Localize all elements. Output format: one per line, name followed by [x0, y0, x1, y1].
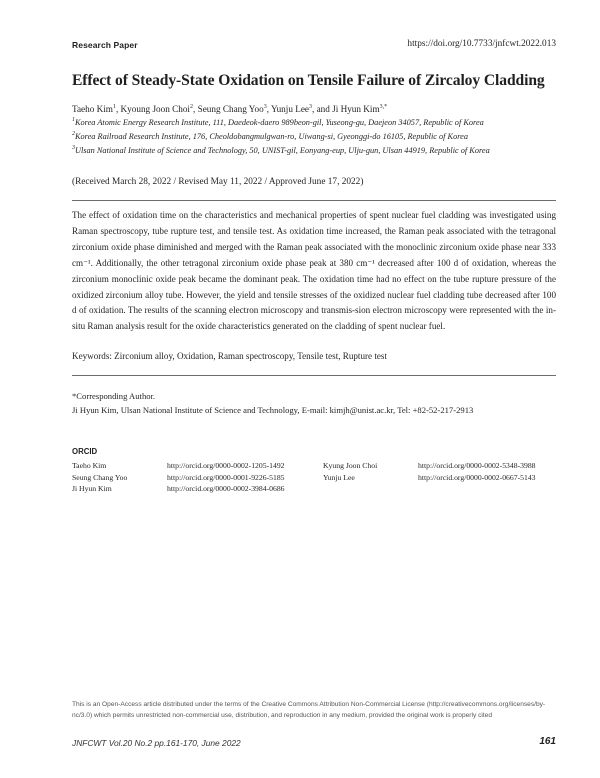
paper-title: Effect of Steady-State Oxidation on Tensile Failure of Zircaloy Cladding	[72, 72, 545, 89]
affiliation-3	[72, 146, 490, 155]
orcid-link[interactable]: http://orcid.org/0000-0002-3984-0686	[167, 484, 285, 494]
page-number: 161	[539, 736, 556, 747]
orcid-link[interactable]: http://orcid.org/0000-0002-1205-1492	[167, 461, 285, 470]
author-list	[72, 104, 387, 114]
author-separator: ,	[192, 104, 198, 114]
affiliation-number: 1	[72, 117, 75, 124]
orcid-author-name: Yunju Lee	[323, 472, 355, 482]
affiliation-1	[72, 118, 484, 127]
journal-citation: JNFCWT Vol.20 No.2 pp.161-170, June 2022	[72, 738, 241, 748]
author-name: Ji Hyun Kim	[332, 104, 380, 114]
divider	[72, 375, 556, 376]
author-separator: , and	[311, 104, 333, 114]
author-separator: ,	[115, 104, 121, 114]
author-separator: ,	[266, 104, 271, 114]
submission-dates: (Received March 28, 2022 / Revised May 11, 2022 / Approved June 17, 2022)	[72, 177, 364, 187]
orcid-author-name: Kyung Joon Choi	[323, 461, 378, 470]
author-affiliation-mark: 1	[112, 103, 116, 110]
affiliation-number: 3	[72, 145, 75, 152]
corresponding-author	[72, 390, 473, 417]
license-notice: This is an Open-Access article distributed under the terms of the Creative Commons Attribution Non-Commercial License (http://creativecommons.org/licenses/by-nc/3.0) which permits unrestricted non-commercial use, distribution, and reproduction in any medium, provided the original work is properly cited	[72, 701, 546, 719]
keywords: Keywords: Zirconium alloy, Oxidation, Raman spectroscopy, Tensile test, Rupture test	[72, 351, 387, 361]
abstract-text: The effect of oxidation time on the characteristics and mechanical properties of spent nuclear fuel cladding was investigated using Raman spectroscopy, tube rupture test, and tensile test. As oxidation time increased, the Raman peak associated with the tetragonal zirconium oxide phase diminished and merged with the Raman peak associated with the monoclinic zirconium oxide phase near 333 cm⁻¹. Additionally, the other tetragonal zirconium oxide phase peak at 380 cm⁻¹ decreased after 100 d of oxidation, whereas the zirconium monoclinic oxide peak became the dominant peak. The oxidation time had no effect on the tube rupture pressure of the oxidized zirconium alloy tube. However, the yield and tensile stresses of the oxidized nuclear fuel cladding tube decreased after 100 d of oxidation. The results of the scanning electron microscopy and transmis-sion electron microscopy were represented with the in-situ Raman analysis result for the oxide characteristics generated on the cladding of spent nuclear fuel.	[72, 210, 556, 332]
author-name: Seung Chang Yoo	[197, 104, 264, 114]
corresponding-label: *Corresponding Author.	[72, 391, 156, 401]
divider	[72, 200, 556, 201]
orcid-link[interactable]: http://orcid.org/0000-0001-9226-5185	[167, 472, 285, 482]
author-name: Yunju Lee	[270, 104, 309, 114]
affiliation-text: Korea Railroad Research Institute, 176, Cheoldobangmulgwan-ro, Uiwang-si, Gyeonggi-do 16105, Republic of Korea	[75, 132, 468, 141]
affiliation-2	[72, 132, 468, 141]
author-name: Taeho Kim	[72, 104, 113, 114]
orcid-author-name: Ji Hyun Kim	[72, 484, 112, 494]
author-affiliation-mark: 3,*	[379, 103, 388, 110]
author-name: Kyoung Joon Choi	[120, 104, 190, 114]
affiliation-text: Korea Atomic Energy Research Institute, 111, Daedeok-daero 989beon-gil, Yuseong-gu, Daejeon 34057, Republic of Korea	[75, 118, 484, 127]
affiliation-text: Ulsan National Institute of Science and Technology, 50, UNIST-gil, Eonyang-eup, Ulju-gun, Ulsan 44919, Republic of Korea	[75, 146, 490, 155]
corresponding-details: Ji Hyun Kim, Ulsan National Institute of Science and Technology, E-mail: kimjh@unist.ac.kr, Tel: +82-52-217-2913	[72, 404, 474, 415]
affiliation-number: 2	[72, 131, 75, 138]
doi-link[interactable]: https://doi.org/10.7733/jnfcwt.2022.013	[407, 39, 556, 49]
orcid-link[interactable]: http://orcid.org/0000-0002-5348-3988	[418, 461, 536, 470]
orcid-author-name: Taeho Kim	[72, 461, 107, 470]
orcid-link[interactable]: http://orcid.org/0000-0002-0667-5143	[418, 472, 536, 482]
orcid-author-name: Seung Chang Yoo	[72, 472, 128, 482]
author-affiliation-mark: 3	[263, 103, 267, 110]
paper-type-label: Research Paper	[72, 40, 138, 50]
author-affiliation-mark: 2	[189, 103, 193, 110]
author-affiliation-mark: 3	[308, 103, 312, 110]
orcid-heading: ORCID	[72, 447, 98, 456]
